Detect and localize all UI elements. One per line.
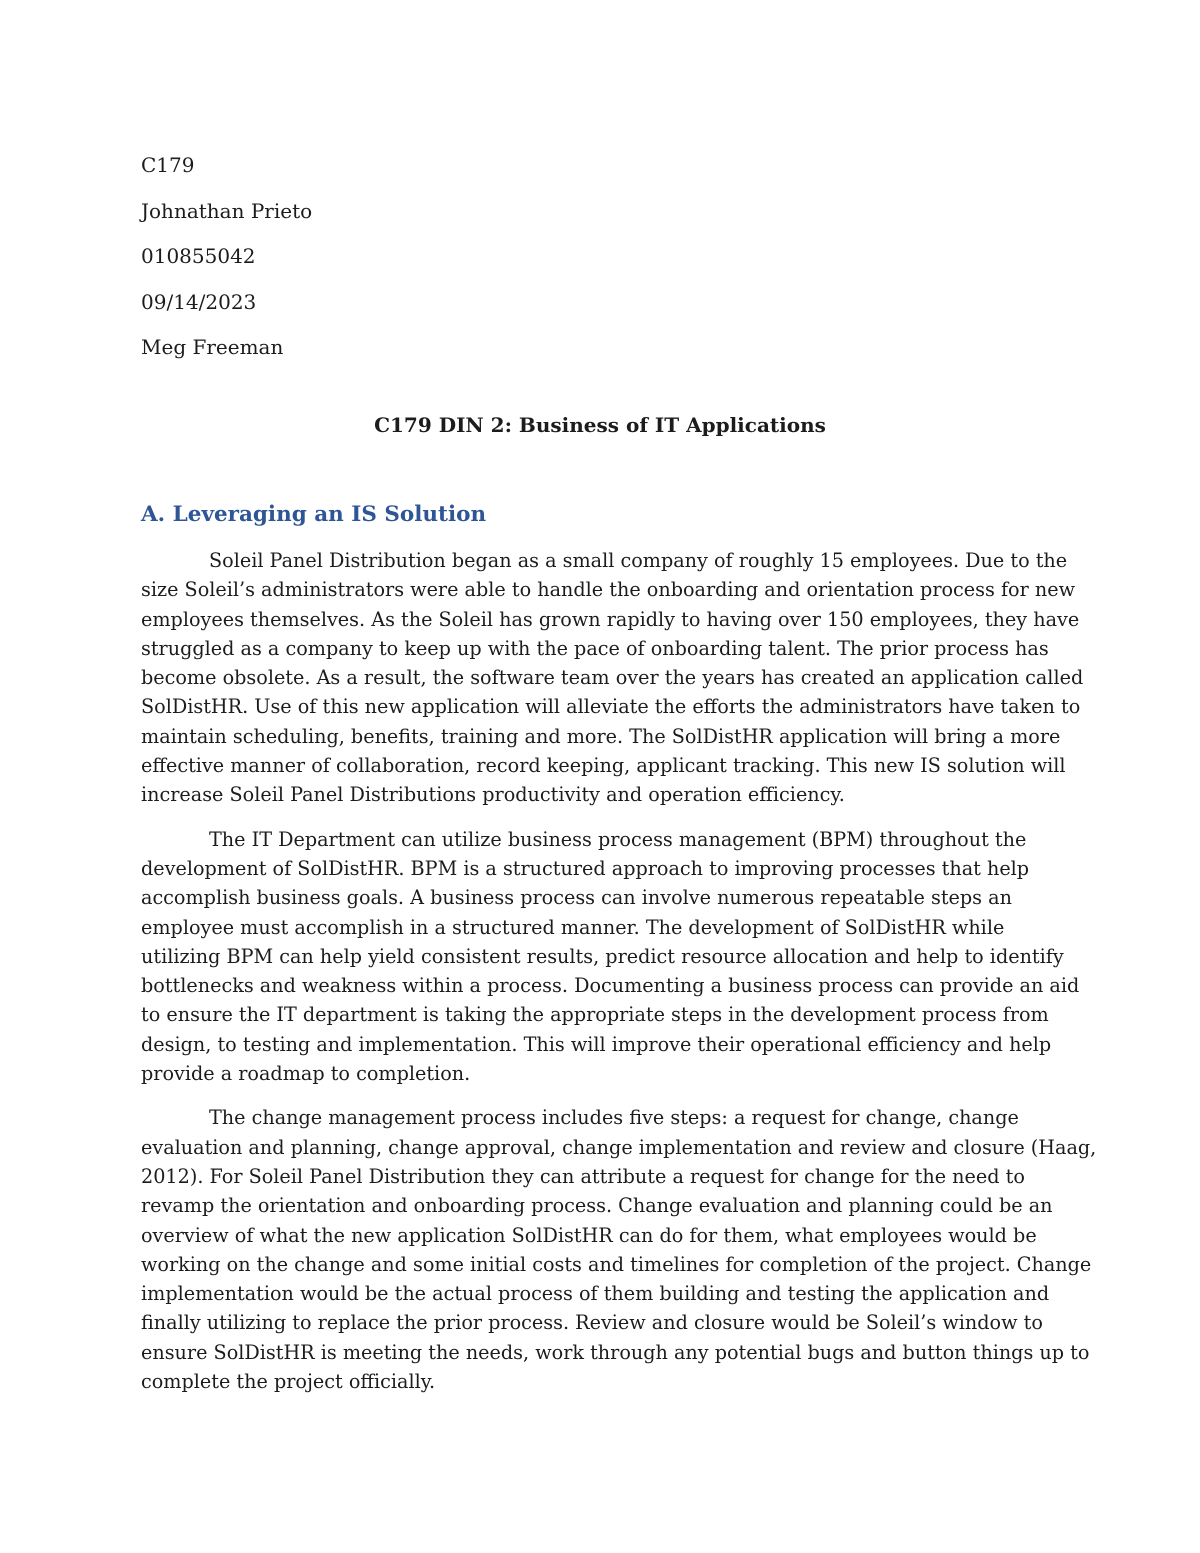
paragraph-line: evaluation and planning, change approval, change implementation and review and closure (Haag, — [141, 1135, 1097, 1159]
course-code: C179 — [141, 153, 195, 177]
submission-date: 09/14/2023 — [141, 289, 257, 314]
paragraph-line: provide a roadmap to completion. — [141, 1062, 471, 1086]
student-name: Johnathan Prieto — [141, 198, 313, 223]
student-id: 010855042 — [141, 244, 256, 268]
paragraph-line: employee must accomplish in a structured manner. The development of SolDistHR while — [141, 915, 1005, 939]
paragraph-line: Soleil Panel Distribution began as a small company of roughly 15 employees. Due to the — [209, 549, 1068, 572]
paragraph — [141, 1103, 1097, 1396]
paragraph-line: overview of what the new application SolDistHR can do for them, what employees would be — [141, 1223, 1037, 1247]
paragraph-line: struggled as a company to keep up with the pace of onboarding talent. The prior process has — [141, 636, 1049, 660]
paragraph-line: become obsolete. As a result, the software team over the years has created an application called — [141, 666, 1084, 690]
paragraph-line: employees themselves. As the Soleil has grown rapidly to having over 150 employees, they have — [141, 607, 1080, 631]
paragraph-line: design, to testing and implementation. This will improve their operational efficiency and help — [141, 1032, 1052, 1056]
paragraph-line: to ensure the IT department is taking the appropriate steps in the development process from — [141, 1003, 1049, 1027]
paragraph-line: 2012). For Soleil Panel Distribution they can attribute a request for change for the need to — [141, 1164, 1025, 1188]
paragraph-line: ensure SolDistHR is meeting the needs, work through any potential bugs and button things up to — [141, 1340, 1090, 1364]
paragraph-line: SolDistHR. Use of this new application will alleviate the efforts the administrators have taken to — [141, 695, 1081, 719]
paragraph-line: utilizing BPM can help yield consistent results, predict resource allocation and help to identify — [141, 944, 1064, 968]
instructor-name: Meg Freeman — [141, 335, 284, 359]
paragraph-line: complete the project officially. — [141, 1370, 436, 1394]
paragraph-line: maintain scheduling, benefits, training and more. The SolDistHR application will bring a more — [141, 724, 1061, 748]
document-title: C179 DIN 2: Business of IT Applications — [374, 413, 826, 437]
section-heading: A. Leveraging an IS Solution — [141, 502, 487, 527]
paragraph-line: working on the change and some initial costs and timelines for completion of the project. Change — [141, 1252, 1092, 1276]
paragraph-line: The IT Department can utilize business process management (BPM) throughout the — [209, 827, 1027, 851]
paragraph-line: finally utilizing to replace the prior process. Review and closure would be Soleil’s window to — [141, 1311, 1043, 1335]
paragraph-line: increase Soleil Panel Distributions productivity and operation efficiency. — [141, 783, 845, 807]
paragraph-line: size Soleil’s administrators were able to handle the onboarding and orientation process for new — [141, 578, 1076, 602]
section-body — [141, 546, 1097, 1411]
paragraph-line: implementation would be the actual process of them building and testing the application and — [141, 1282, 1050, 1306]
header-block — [141, 143, 741, 371]
paragraph-line: bottlenecks and weakness within a process. Documenting a business process can provide an aid — [141, 974, 1080, 998]
paragraph — [141, 546, 1084, 810]
paragraph-line: revamp the orientation and onboarding process. Change evaluation and planning could be an — [141, 1194, 1053, 1218]
paragraph-line: effective manner of collaboration, record keeping, applicant tracking. This new IS solution will — [141, 754, 1066, 778]
paragraph-line: accomplish business goals. A business process can involve numerous repeatable steps an — [141, 886, 1012, 910]
paragraph-line: The change management process includes five steps: a request for change, change — [209, 1106, 1019, 1130]
paragraph-line: development of SolDistHR. BPM is a structured approach to improving processes that help — [141, 856, 1030, 880]
paragraph — [141, 825, 1080, 1089]
